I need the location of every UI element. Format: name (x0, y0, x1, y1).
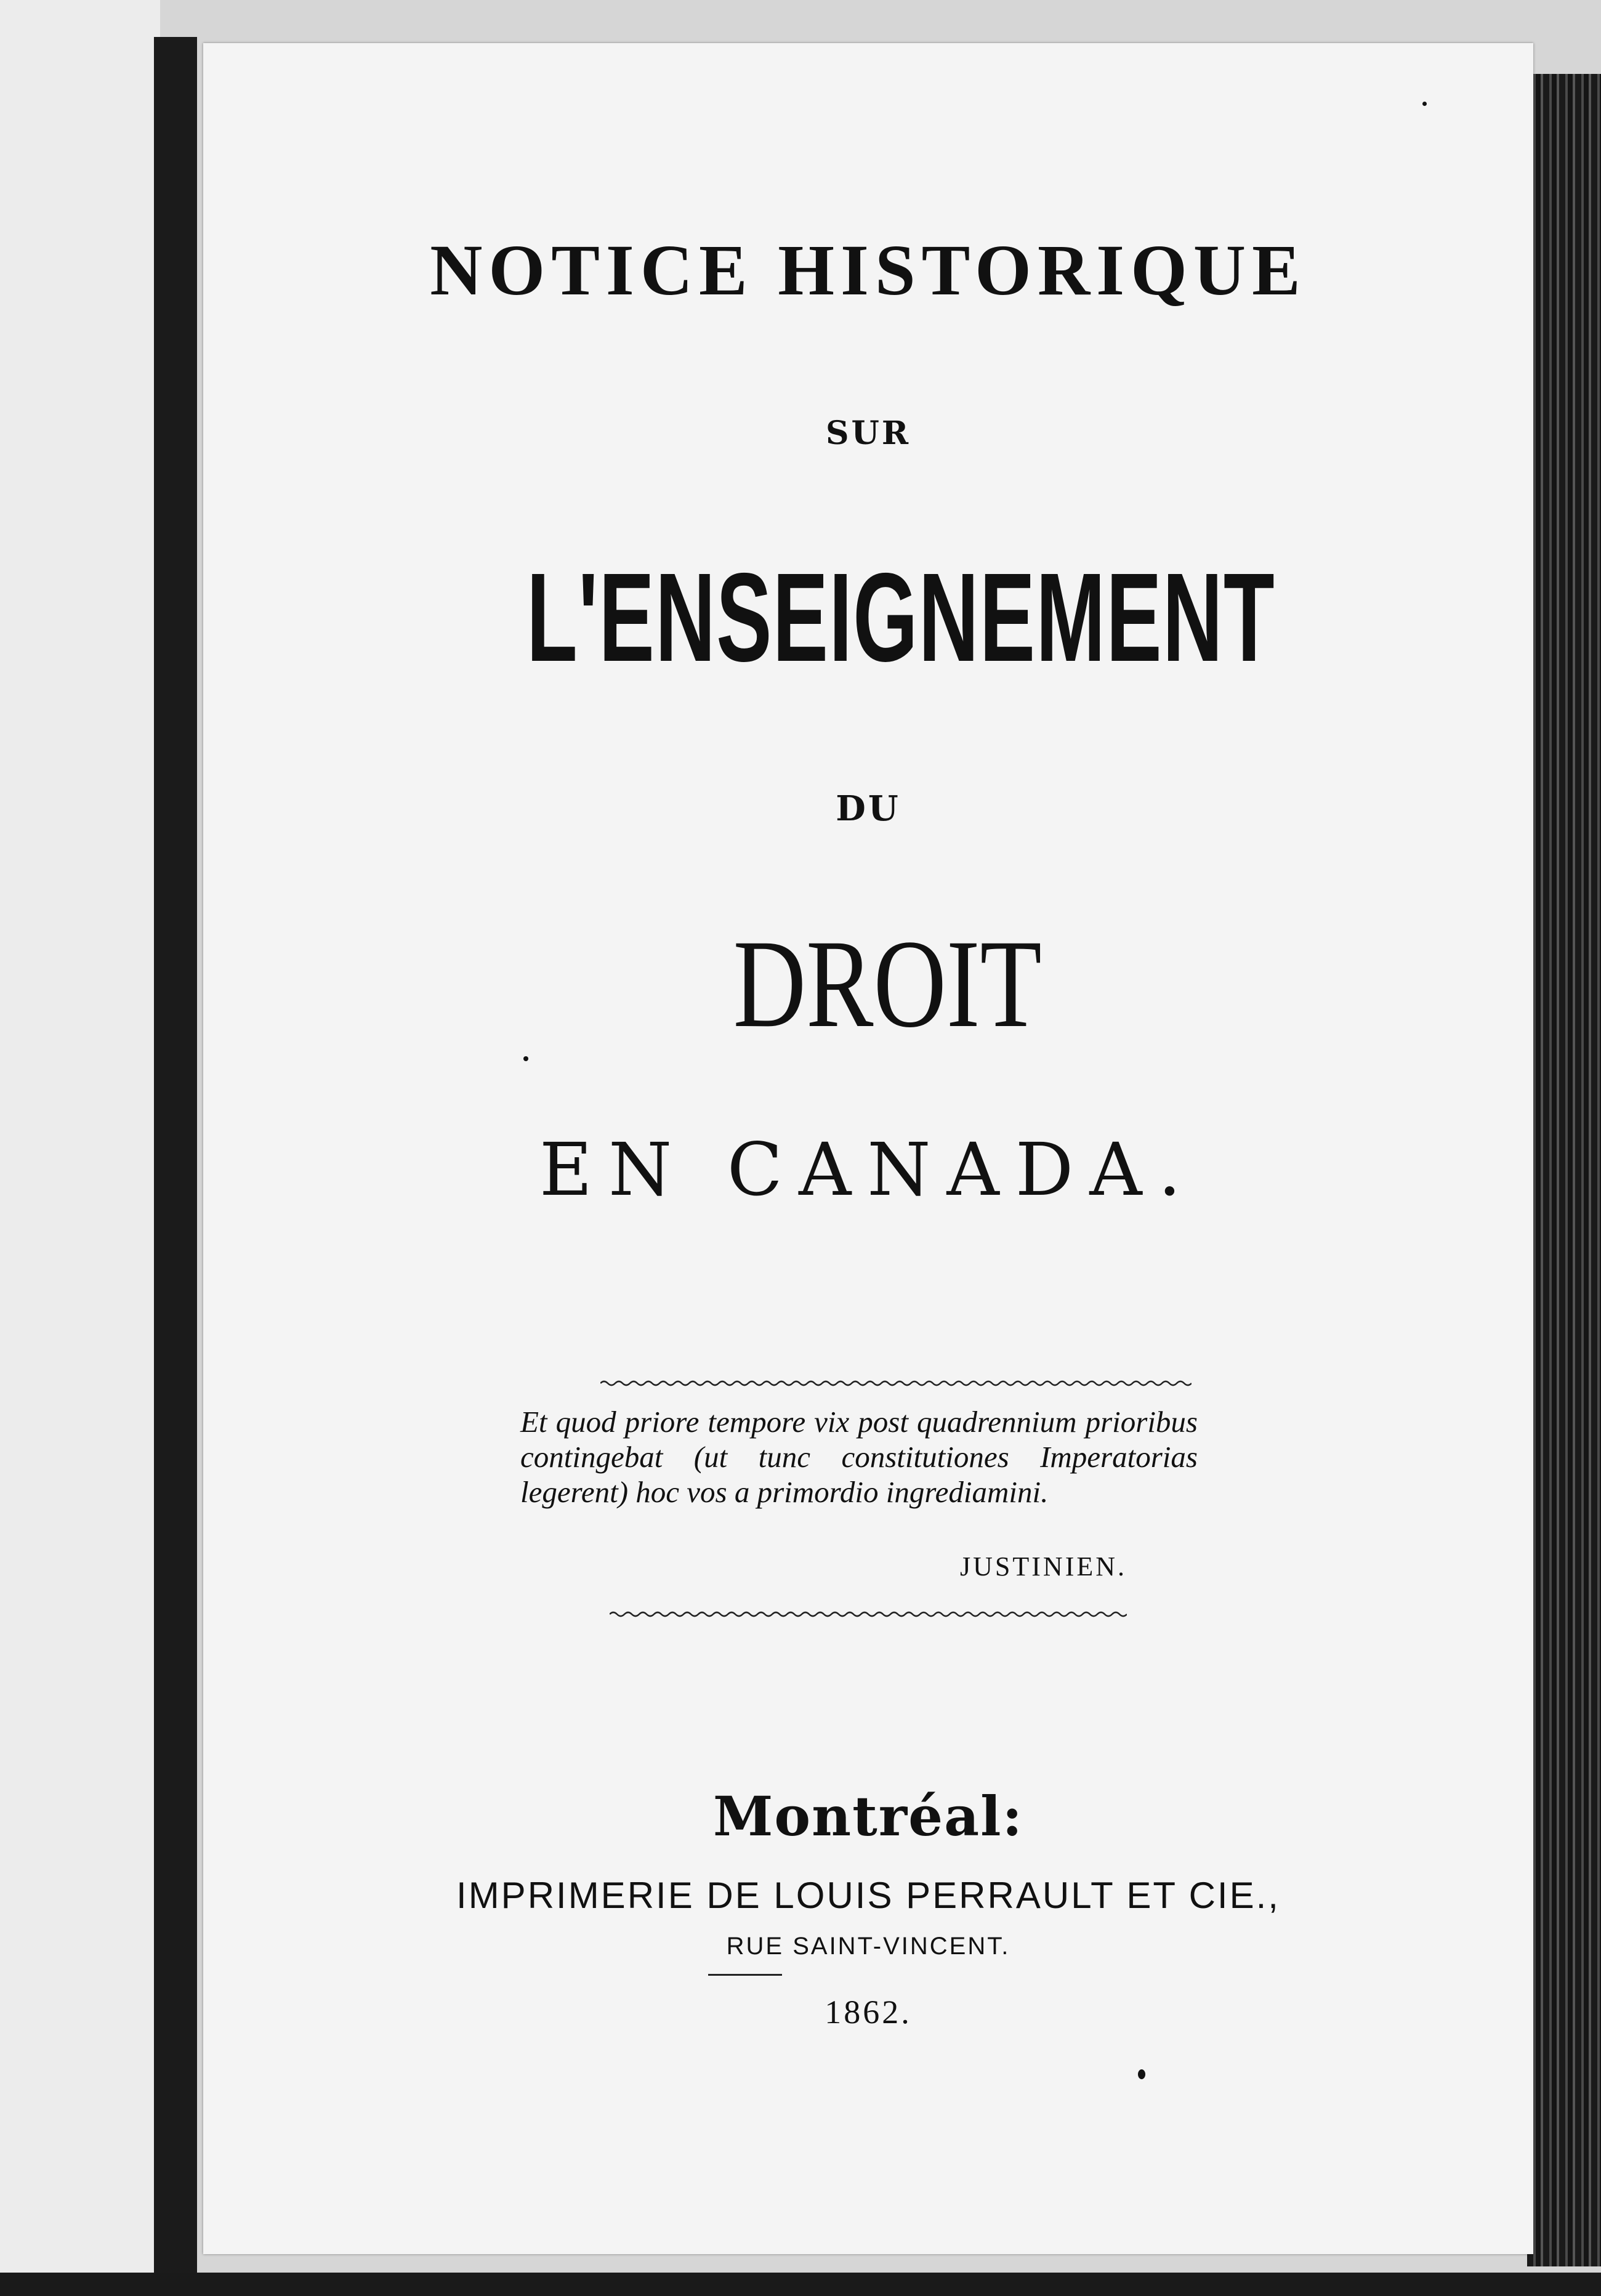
title-line-du: DU (836, 788, 901, 829)
title-line-canada: EN CANADA. (539, 1127, 1198, 1212)
epigraph-text: Et quod priore tempore vix post quadrennium prioribus contingebat (ut tunc constitutiones Imperatorias legerent) hoc vos a primordio ingrediamini. (520, 1405, 1198, 1509)
imprint-rule (708, 1974, 782, 1976)
scan-speck (1422, 102, 1427, 106)
imprint-street: RUE SAINT-VINCENT. (726, 1933, 1010, 1960)
wavy-rule-top (600, 1380, 1192, 1387)
imprint-year: 1862. (825, 1994, 912, 2031)
imprint-printer: IMPRIMERIE DE LOUIS PERRAULT ET CIE., (456, 1875, 1280, 1916)
scan-speck (1138, 2069, 1145, 2079)
book-gutter (154, 37, 197, 2279)
epigraph-attribution: JUSTINIEN. (960, 1551, 1127, 1582)
page-edges (1527, 74, 1601, 2266)
title-line-droit: DROIT (733, 914, 1042, 1054)
title-line-notice: NOTICE HISTORIQUE (430, 230, 1307, 310)
wavy-rule-bottom (610, 1611, 1127, 1618)
title-line-sur: SUR (825, 414, 911, 452)
scan-border (0, 2273, 1601, 2296)
facing-page (0, 0, 160, 2296)
imprint-city: Montréal: (712, 1784, 1024, 1848)
scan-speck (523, 1056, 528, 1061)
title-line-enseignement: L'ENSEIGNEMENT (526, 547, 1275, 688)
